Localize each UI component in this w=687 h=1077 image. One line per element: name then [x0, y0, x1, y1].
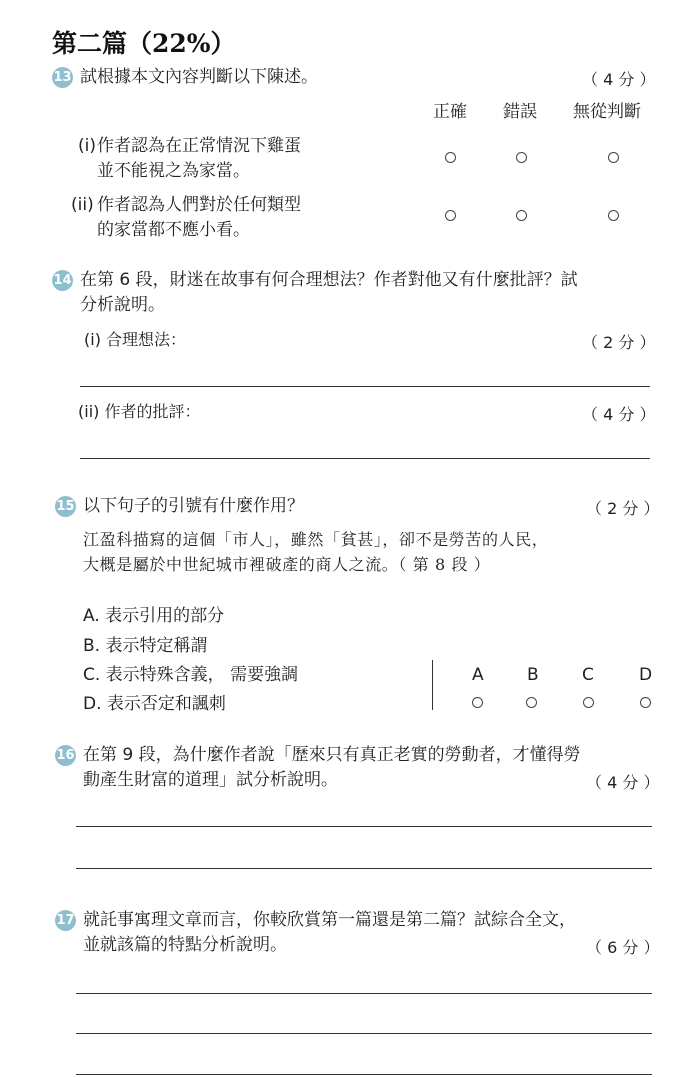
q17-answer-line-1[interactable]: [76, 993, 652, 994]
q13-score: （ 4 分 ）: [582, 70, 656, 89]
question-number-14: 14: [52, 270, 73, 291]
q15-option-d: D. 表示否定和諷刺: [83, 694, 226, 714]
q13-statement-2-label: (ii): [71, 195, 94, 215]
q13-statement-1-label: (i): [78, 136, 96, 156]
q15-option-c: C. 表示特殊含義， 需要強調: [83, 665, 299, 685]
question-number-13: 13: [52, 67, 73, 88]
section-title: 第二篇（22%）: [52, 29, 236, 58]
q13-column-undeterminable: 無從判斷: [573, 102, 641, 122]
q14-part-1-score: （ 2 分 ）: [582, 333, 656, 352]
q17-prompt-line1: 就託事寓理文章而言，你較欣賞第一篇還是第二篇？試綜合全文，: [83, 910, 576, 930]
q13-statement-2-line2: 的家當都不應小看。: [97, 220, 250, 240]
question-number-16: 16: [55, 745, 76, 766]
q15-choice-d-radio[interactable]: [640, 697, 651, 708]
q13-s1-undeterminable-radio[interactable]: [608, 152, 619, 163]
q14-part-2-answer-line[interactable]: [80, 458, 650, 459]
q15-choice-letter-a: A: [472, 665, 484, 685]
q13-s1-wrong-radio[interactable]: [516, 152, 527, 163]
q15-choice-a-radio[interactable]: [472, 697, 483, 708]
q17-answer-line-2[interactable]: [76, 1033, 652, 1034]
q15-option-b: B. 表示特定稱謂: [83, 636, 208, 656]
q14-prompt-line2: 分析說明。: [80, 295, 165, 315]
q16-answer-line-2[interactable]: [76, 868, 652, 869]
q13-column-correct: 正確: [433, 102, 467, 122]
q17-answer-line-3[interactable]: [76, 1074, 652, 1075]
q13-prompt: 試根據本文內容判斷以下陳述。: [80, 67, 318, 87]
q13-s2-correct-radio[interactable]: [445, 210, 456, 221]
q15-quote-line2: 大概是屬於中世紀城市裡破產的商人之流。（ 第 8 段 ）: [83, 555, 491, 574]
q16-score: （ 4 分 ）: [586, 773, 660, 792]
q14-part-1-label: (i) 合理想法：: [84, 330, 187, 349]
q17-score: （ 6 分 ）: [586, 938, 660, 957]
q15-choice-letter-b: B: [527, 665, 539, 685]
q13-statement-2-line1: 作者認為人們對於任何類型: [97, 195, 301, 215]
q14-part-2-label: (ii) 作者的批評：: [78, 402, 201, 421]
q17-prompt-line2: 並就該篇的特點分析說明。: [83, 935, 287, 955]
q13-column-wrong: 錯誤: [503, 102, 537, 122]
question-number-17: 17: [55, 910, 76, 931]
q16-prompt-line2: 動產生財富的道理」試分析說明。: [83, 770, 338, 790]
q15-quote-line1: 江盈科描寫的這個「市人」，雖然「貧甚」，卻不是勞苦的人民，: [83, 530, 549, 549]
q14-part-1-answer-line[interactable]: [80, 386, 650, 387]
q14-part-2-score: （ 4 分 ）: [582, 405, 656, 424]
q15-choice-letter-d: D: [639, 665, 653, 685]
q13-s2-undeterminable-radio[interactable]: [608, 210, 619, 221]
q13-statement-1-line2: 並不能視之為家當。: [97, 161, 250, 181]
q16-answer-line-1[interactable]: [76, 826, 652, 827]
q13-s1-correct-radio[interactable]: [445, 152, 456, 163]
q15-prompt: 以下句子的引號有什麼作用？: [83, 496, 304, 516]
q15-choice-c-radio[interactable]: [583, 697, 594, 708]
q15-choice-b-radio[interactable]: [526, 697, 537, 708]
q13-statement-1-line1: 作者認為在正常情況下雞蛋: [97, 136, 301, 156]
q15-score: （ 2 分 ）: [586, 499, 660, 518]
q15-choice-letter-c: C: [582, 665, 594, 685]
q15-option-a: A. 表示引用的部分: [83, 606, 225, 626]
q13-s2-wrong-radio[interactable]: [516, 210, 527, 221]
q14-prompt-line1: 在第 6 段，財迷在故事有何合理想法？作者對他又有什麼批評？試: [80, 270, 578, 290]
question-number-15: 15: [55, 496, 76, 517]
q16-prompt-line1: 在第 9 段，為什麼作者說「歷來只有真正老實的勞動者，才懂得勞: [83, 745, 581, 765]
q15-choice-divider: [432, 660, 433, 710]
